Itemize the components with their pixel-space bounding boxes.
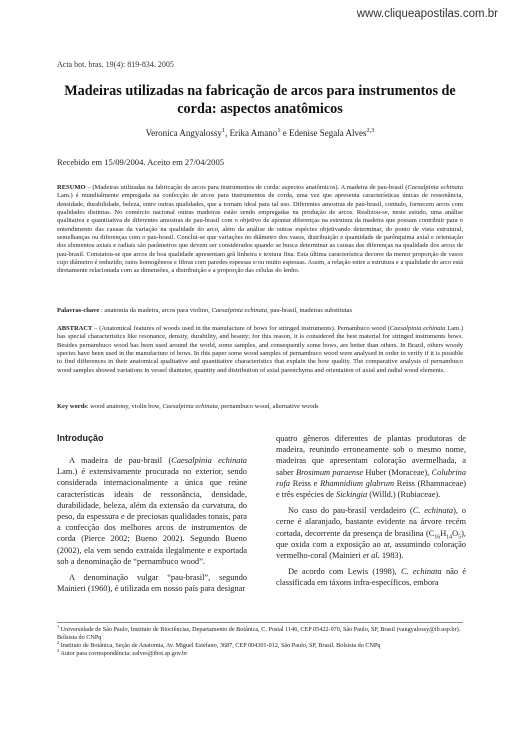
author-name: Erika Amano	[229, 128, 278, 138]
footnote-text: Universidade de São Paulo, Instituto de Biociências, Departamento de Botânica, C. Postal 1146, CEP 05422-970, São Paulo, SP, Brasil (vangyalossy@ib.usp.br). Bolsista do CNPq	[57, 626, 461, 642]
species-name: Sickingia	[336, 490, 368, 500]
body-text: Reiss (Rhamnaceae) e três espécies de	[276, 478, 466, 500]
body-paragraph	[276, 566, 466, 588]
affiliation-mark: 2,3	[366, 127, 375, 134]
body-text: quatro gêneros diferentes de plantas produtoras de madeira, reunindo erroneamente sob o mesmo nome, madeiras que apresentam coloração avermelhada, a saber	[276, 434, 466, 477]
species-name: C. echinata	[412, 506, 454, 516]
body-paragraph	[276, 505, 466, 561]
body-text: A madeira de pau-brasil (	[69, 456, 172, 465]
species-name: Rhamnidium glabrum	[320, 478, 394, 488]
formula-subscript: 5	[458, 534, 462, 541]
footnote-text: Instituto de Botânica, Seção de Anatomia, Av. Miguel Estéfano, 3687, CEP 004301-012, São Paulo, SP, Brasil. Bolsista do CNPq	[59, 642, 381, 650]
abstract-paragraph	[57, 325, 463, 375]
species-name: Caesalpinia echinata	[171, 456, 247, 465]
species-name: Brosimum paraense	[295, 467, 364, 477]
species-name: Caesalpinia echinata	[211, 307, 267, 314]
footnotes	[57, 623, 463, 658]
body-text: Reiss e	[289, 478, 321, 488]
abstract-text: Lam.) has special characteristics like resonance, density, durability, and beauty; for this reason, it is considered the best material for stringed instruments bows. Besides pernambuco wood has been used around the world, some samples, and consequently some bows, are better than others. In Brazil, others woody species have been used in the manufacture of bows. In this paper some wood samples of pernambuco wood were analysed in order to verify if it is possible to find differences in their anatomical qualitative and quantitative characteristics that explain the bow quality. The comparative analysis of pernambuco wood samples showed variations in vessel diameter, quantity and distribution of axial parenchyma and orientation of axial and radial wood elements.	[57, 325, 464, 374]
journal-reference: Acta bot. bras. 19(4): 819-834. 2005	[57, 60, 174, 69]
footnote-mark: 1	[57, 623, 60, 629]
affiliation-mark: 1	[277, 127, 281, 134]
author-name: Edenise Segala Alves	[288, 128, 367, 138]
body-paragraph	[57, 455, 247, 567]
body-text: ), o cerne é alaranjado, bastante evidente na árvore recém cortada, decorrente da presença de brasilina (C	[276, 506, 466, 538]
footnote-mark: 3	[57, 648, 60, 654]
key-words	[57, 403, 463, 411]
body-paragraph	[276, 433, 466, 500]
species-name: Caesalpinia echinata	[389, 325, 446, 332]
author-list	[57, 128, 463, 138]
body-column-left	[57, 433, 247, 599]
body-column-right	[276, 433, 466, 594]
body-text: Lam.) é extensivamente procurada no exterior, sendo considerada internacionalmente a única que reúne características ideais de ressonância, densidade, durabilidade, beleza, além da extensão da curvatura, do peso, da espessura e de preciosas qualidades tonais, para a confecção dos melhores arcos de instrumentos de corda (Pierce 2002; Bueno 2002). Segundo Bueno (2002), ela vem sendo extraída ilegalmente e exportada sob a denominação de “pernambuco wood”.	[57, 467, 247, 566]
resumo-label: RESUMO	[57, 184, 86, 191]
species-name: Caesalpinia echinata	[162, 403, 218, 410]
palavras-chave-label: Palavras-chave	[57, 307, 100, 314]
key-words-text: : wood anatomy, violin bow,	[86, 403, 163, 410]
palavras-chave	[57, 307, 463, 315]
body-text: O	[452, 528, 459, 538]
resumo-text: – (Madeiras utilizadas na fabricação de arcos para instrumentos de corda: aspectos anatômicos). A madeira de pau-brasil (	[85, 184, 408, 191]
received-dates: Recebido em 15/09/2004. Aceito em 27/04/2005	[57, 157, 225, 167]
abstract-text: – (Anatomical features of woods used in the manufacture of bows for stringed instruments). Pernambuco wood (	[92, 325, 390, 332]
footnote-mark: 2	[57, 640, 60, 646]
key-words-text: , pernambuco wood, alternative woods	[217, 403, 319, 410]
palavras-chave-text: , pau-brasil, madeiras substitutas	[266, 307, 352, 314]
body-text: No caso do pau-brasil verdadeiro (	[288, 506, 413, 516]
formula-subscript: 14	[446, 534, 453, 541]
footnote-divider	[57, 622, 463, 623]
body-text: De acordo com Lewis (1998),	[288, 567, 401, 577]
footnote-1	[57, 623, 463, 642]
key-words-label: Key words	[57, 403, 87, 410]
author-separator: ,	[225, 128, 230, 138]
abstract-label: ABSTRACT	[57, 325, 93, 332]
resumo-paragraph	[57, 184, 463, 276]
author-name: Veronica Angyalossy	[145, 128, 222, 138]
body-text: (Willd.) (Rubiaceae).	[367, 490, 441, 500]
palavras-chave-text: : anatomia da madeira, arcos para violino,	[99, 307, 212, 314]
section-heading-introducao: Introdução	[57, 433, 104, 443]
body-text: 1983).	[379, 551, 404, 561]
species-name: Colubrina rufa	[276, 467, 467, 488]
footnote-text: Autor para correspondência: ealves@ibot.sp.gov.br	[59, 650, 188, 658]
body-text: H	[440, 528, 447, 538]
footnote-3	[57, 650, 463, 658]
paper-title: Madeiras utilizadas na fabricação de arcos para instrumentos de corda: aspectos anatômicos	[64, 83, 456, 117]
watermark: www.cliqueapostilas.com.br	[356, 8, 498, 20]
species-name: Caesalpinia echinata	[407, 184, 463, 191]
species-name: C. echinata	[400, 567, 442, 577]
body-text: Huber (Moraceae),	[363, 467, 432, 477]
body-text: A denominação vulgar “pau-brasil”, segundo Mainieri (1960), é utilizada em nosso país para designar	[57, 573, 247, 594]
formula-subscript: 16	[434, 534, 441, 541]
body-text: ), que oxida com a exposição ao ar, assumindo coloração vermelho-coral (Mainieri	[276, 528, 466, 561]
et-al: et al.	[362, 551, 380, 561]
body-paragraph	[57, 572, 247, 594]
affiliation-mark: 1	[221, 127, 226, 134]
author-separator: e	[280, 128, 289, 138]
resumo-text: Lam.) é mundialmente empregada na confecção de arcos para instrumentos de corda, uma vez que apresenta características únicas de ressonância, densidade, durabilidade, beleza, entre outras qualidades, que a tornam ideal para tal uso. Diferentes amostras de pau-brasil, contudo, fornecem arcos com qualidades distintas. No comércio nacional outras madeiras estão sendo empregadas na produção de arcos. Realizou-se, neste estudo, uma análise qualitativa e quantitativa de diferentes amostras de pau-brasil com o objetivo de apontar diferenças na estrutura da madeira que possam contribuir para o entendimento das causas da variação na qualidade do arco, além da análise de outras espécies objetivando determinar, do ponto de vista estrutural, semelhanças ou diferenças com o pau-brasil. Conclui-se que variações no diâmetro dos vasos, distribuição e quantidade de parênquima axial e orientação dos elementos axiais e radiais são parâmetros que devem ser considerados quando se busca determinar as causas das diferenças na qualidade dos arcos de pau-brasil. Constatou-se que arcos de boa qualidade apresentam grã linheira e textura fina. Esta última característica decorre da menor proporção de vasos cujo diâmetro é reduzido, raios homogêneos e fibras com paredes espessas e/ou muito espessas. Assim, a relação entre a estrutura e a qualidade do arco está diretamente relacionada com as dimensões, a distribuição e a proporção das células do lenho.	[57, 192, 463, 275]
body-text: não é classificada em táxons infra-específicos, embora	[276, 567, 466, 588]
